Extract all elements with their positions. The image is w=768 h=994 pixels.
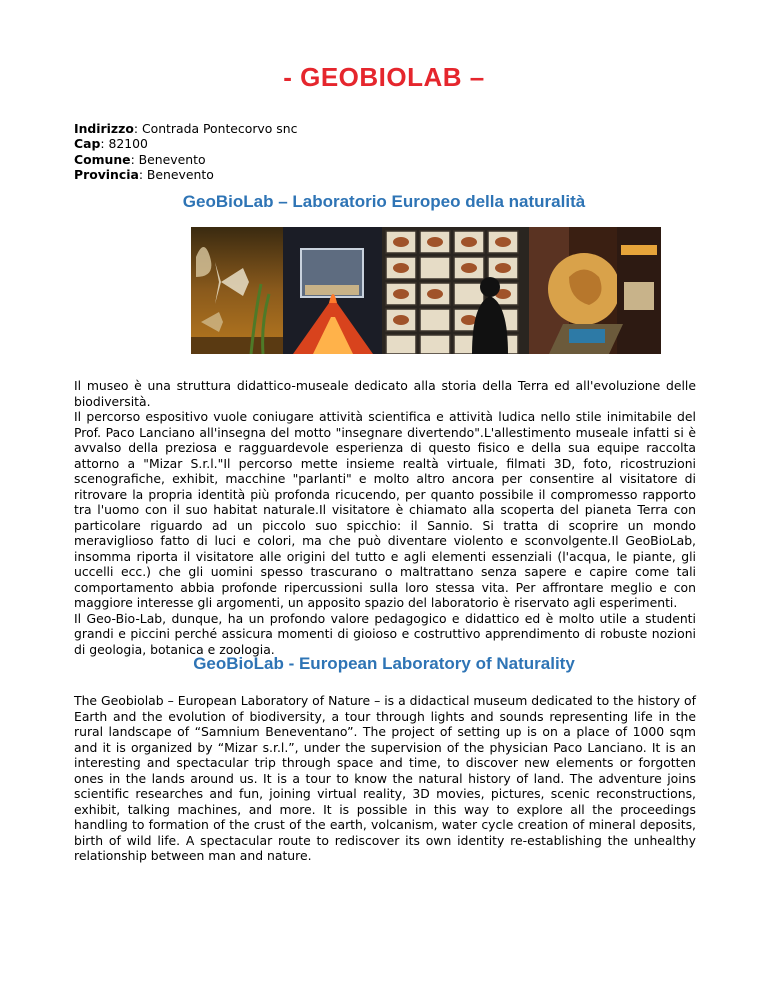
provincia-value: : Benevento	[138, 167, 214, 183]
address-line-provincia	[74, 167, 297, 182]
aquarium-angelfish-photo	[191, 227, 283, 354]
indirizzo-label: Indirizzo	[74, 121, 134, 136]
museum-photo-strip	[191, 227, 661, 354]
address-line-indirizzo	[74, 121, 297, 136]
cap-value: : 82100	[100, 136, 148, 152]
comune-label: Comune	[74, 151, 131, 167]
page-title: - GEOBIOLAB –	[283, 62, 485, 92]
cap-label: Cap	[74, 136, 101, 152]
geo-map-exhibit-photo	[529, 227, 661, 354]
italian-paragraph-2: Il percorso espositivo vuole coniugare attività scientifica e attività ludica nello stile inimitabile del Prof. Paco Lanciano all'insegna del motto "insegnare divertendo".L'allestimento museale infatti si è avvalso della preziosa e ragguardevole esperienza di questo fisico e della sua equipe raccolta attorno a "Mizar S.r.l."Il percorso mette insieme realtà virtuale, filmati 3D, foto, ricostruzioni scenografiche, exhibit, macchine "parlanti" e molto altro ancora per consentire al visitatore di ritrovare la propria identità più profonda ricucendo, per quanto possibile il compromesso rapporto tra l'uomo con il suo habitat naturale.Il visitatore è chiamato alla scoperta del pianeta Terra con particolare riguardo ad un piccolo suo spicchio: il Sannio. Si tratta di scoprire un mondo meraviglioso fatto di luci e colori, ma che può diventare violento e sconvolgente.Il GeoBioLab, insomma riporta il visitatore alle origini del tutto e agli elementi essenziali (l'acqua, le piante, gli uccelli ecc.) che gli uomini spesso trascurano o maltrattano senza sapere e capire come tali comportamento abbia profonde ripercussioni sulla loro stessa vita. Per affrontare meglio e con maggiore interesse gli argomenti, un apposito spazio del laboratorio è riservato agli esperimenti.	[74, 409, 696, 610]
english-paragraph: The Geobiolab – European Laboratory of Nature – is a didactical museum dedicated to the history of Earth and the evolution of biodiversity, a tour through lights and sounds representing life in the rural landscape of “Samnium Beneventano”. The project of setting up is on a place of 1000 sqm and it is organized by “Mizar s.r.l.”, under the supervision of the physician Paco Lanciano. It is an interesting and spectacular trip through space and time, to discover new elements or forgotten ones in the lands around us. It is a tour to know the natural history of land. The adventure joins scientific researches and fun, joining virtual reality, 3D movies, pictures, scenic reconstructions, exhibit, talking machines, and more. It is possible in this way to explore all the proceedings handling to formation of the crust of the earth, volcanism, water cycle creation of mineral deposits, birth of wild life. A spectacular route to rediscover its own identity re-establishing the unhealthy relationship between man and nature.	[74, 693, 696, 863]
volcano-display-case-photo	[283, 227, 382, 354]
heading-english: GeoBioLab - European Laboratory of Naturality	[193, 654, 575, 673]
english-description	[74, 693, 696, 864]
provincia-label: Provincia	[74, 167, 139, 183]
address-line-cap	[74, 136, 297, 151]
heading-italian: GeoBioLab – Laboratorio Europeo della naturalità	[182, 192, 586, 211]
italian-paragraph-1: Il museo è una struttura didattico-museale dedicato alla storia della Terra ed all'evoluzione delle biodiversità.	[74, 378, 696, 409]
italian-description	[74, 378, 696, 657]
comune-value: : Benevento	[130, 151, 206, 167]
specimen-wall-photo	[382, 227, 529, 354]
italian-paragraph-3: Il Geo-Bio-Lab, dunque, ha un profondo valore pedagogico e didattico ed è molto utile a studenti grandi e piccini perché assicura momenti di gioioso e costruttivo apprendimento di robuste nozioni di geologia, botanica e zoologia.	[74, 610, 696, 657]
indirizzo-value: : Contrada Pontecorvo snc	[133, 121, 298, 136]
address-block	[74, 121, 297, 183]
address-line-comune	[74, 152, 297, 167]
